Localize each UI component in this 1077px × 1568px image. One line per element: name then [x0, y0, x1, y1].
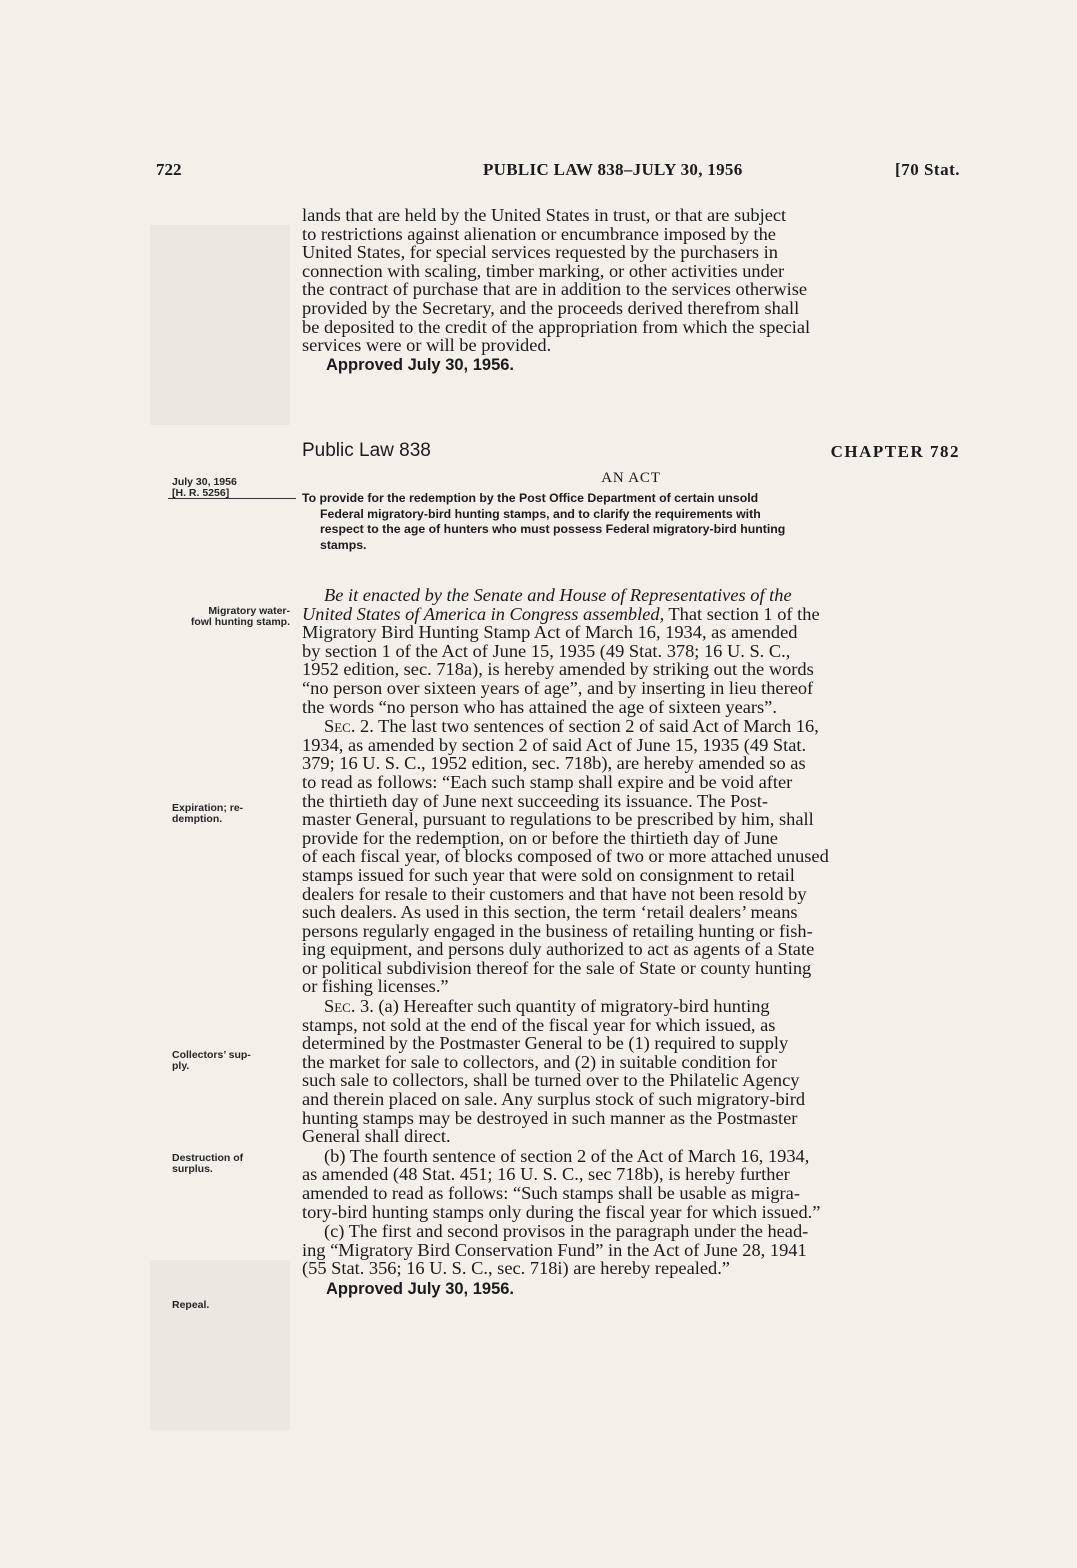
chapter-number: CHAPTER 782 [830, 442, 960, 461]
text-line: provided by the Secretary, and the proceeds derived therefrom shall [302, 297, 800, 318]
text-line: the thirtieth day of June next succeeding its issuance. The Post- [302, 790, 768, 811]
text-line: United States, for special services requested by the purchasers in [302, 242, 778, 263]
text-line: services were or will be provided. [302, 335, 552, 356]
text-line: master General, pursuant to regulations to be prescribed by him, shall [302, 809, 814, 830]
header-title: PUBLIC LAW 838–JULY 30, 1956 [483, 160, 743, 179]
law-heading [302, 440, 960, 466]
text-line: be deposited to the credit of the appropriation from which the special [302, 316, 811, 337]
text-line: to restrictions against alienation or encumbrance imposed by the [302, 223, 776, 244]
section-3c [302, 1222, 960, 1278]
text-line: ing “Migratory Bird Conservation Fund” in the Act of June 28, 1941 [302, 1239, 807, 1260]
text-line: (b) The fourth sentence of section 2 of the Act of March 16, 1934, [324, 1145, 810, 1166]
margin-rule [168, 498, 296, 499]
text-line: to read as follows: “Each such stamp shall expire and be void after [302, 771, 793, 792]
text-line: or political subdivision thereof for the sale of State or county hunting [302, 957, 812, 978]
page-number: 722 [156, 160, 182, 179]
approved-line-prior: Approved July 30, 1956. [326, 355, 515, 374]
text-line: by section 1 of the Act of June 15, 1935 (49 Stat. 378; 16 U. S. C., [302, 640, 791, 661]
section-1: Be it enacted by the Senate and House of Representatives of the United States of America in Congress assembled, That section 1 of the Migratory Bird Hunting Stamp Act of March 16, 1934, as amended by section 1 of the Act of June 15, 1935 (49 Stat. 378; 16 U. S. C., 1952 edition, sec. 718a), is hereby amended by striking out the words “no person over sixteen years of age”, and by inserting in lieu thereof the words “no person who has attained the age of sixteen years”. Sec. 2. The last two sentences of section 2 of said Act of March 16, 1934, as amended by section 2 of said Act of June 15, 1935 (49 Stat. 379; 16 U. S. C., 1952 edition, sec. 718b), are hereby amended so as to read as follows: “Each such stamp shall expire and be void after the thirtieth day of June next succeeding its issuance. The Post- master General, pursuant to regulations to be prescribed by him, shall provide for the redemption, on or before the thirtieth day of June of each fiscal year, of blocks composed of two or more attached unused stamps issued for such year that were sold on consignment to retail dealers for resale to their customers and that have not been resold by such dealers. As used in this section, the term ‘retail dealers’ means persons regularly engaged in the business of retailing hunting or fish- ing equipment, and persons duly authorized to act as agents of a State or political subdivision thereof for the sale of State or county hunting or fishing licenses.” Sec. 3. (a) Hereafter such quantity of migratory-bird hunting stamps, not sold at the end of the fiscal year for which issued, as determined by the Postmaster General to be (1) required to supply the market for sale to collectors, and (2) in suitable condition for such sale to collectors, shall be turned over to the Philatelic Agency and therein placed on sale. Any surplus stock of such migratory-bird hunting stamps may be destroyed in such manner as the Postmaster General shall direct. (b) The fourth sentence of section 2 of the Act of March 16, 1934, as amended (48 Stat. 451; 16 U. S. C., sec 718b), is hereby further amended to read as follows: “Such stamps shall be usable as migra- tory-bird hunting stamps only during the fiscal year for which issued.” (c) The first and second provisos in the paragraph under the head- ing “Migratory Bird Conservation Fund” in the Act of June 28, 1941 (55 Stat. 356; 16 U. S. C., sec. 718i) are hereby repealed.” Approved July 30, 1956. [302, 586, 960, 1299]
text-line: amended to read as follows: “Such stamps shall be usable as migra- [302, 1183, 800, 1203]
text-line: “no person over sixteen years of age”, and by inserting in lieu thereof [302, 677, 814, 698]
text-line: such dealers. As used in this section, the term ‘retail dealers’ means [302, 902, 798, 923]
text-line: stamps issued for such year that were sold on consignment to retail [302, 864, 795, 885]
enacting-clause-line1: Be it enacted by the Senate and House of Representatives of the [324, 585, 792, 605]
margin-note-destruction: Destruction of surplus. [172, 1152, 244, 1175]
text-line: 1952 edition, sec. 718a), is hereby amended by striking out the words [302, 659, 814, 680]
running-header [138, 160, 960, 184]
text-line: connection with scaling, timber marking, or other activities under [302, 260, 785, 281]
margin-note-collectors: Collectors’ sup- ply. [172, 1049, 251, 1072]
act-purpose: To provide for the redemption by the Post Office Department of certain unsold Federal migratory-bird hunting stamps, and to clarify the requirements with respect to the age of hunters who must possess Federal migratory-bird hunting stamps. [302, 491, 786, 552]
text-line: provide for the redemption, on or before the thirtieth day of June [302, 827, 778, 848]
section-3a: Sec. 3. (a) Hereafter such quantity of migratory-bird hunting stamps, not sold at the end of the fiscal year for which issued, as determined by the Postmaster General to be (1) required to supply the market for sale to collectors, and (2) in suitable condition for such sale to collectors, shall be turned over to the Philatelic Agency and therein placed on sale. Any surplus stock of such migratory-bird hunting stamps may be destroyed in such manner as the Postmaster General shall direct. [302, 997, 960, 1146]
law-number: Public Law 838 [302, 440, 431, 461]
text-line: the market for sale to collectors, and (2) in suitable condition for [302, 1051, 777, 1072]
act-heading: AN ACT [601, 470, 661, 486]
text-line: such sale to collectors, shall be turned over to the Philatelic Agency [302, 1070, 800, 1091]
text-line: of each fiscal year, of blocks composed of two or more attached unused [302, 846, 829, 867]
date-bill-note: July 30, 1956 [H. R. 5256] [172, 476, 237, 499]
text-line: as amended (48 Stat. 451; 16 U. S. C., sec 718b), is hereby further [302, 1164, 790, 1185]
continuation-paragraph [302, 206, 960, 375]
text-line: persons regularly engaged in the business of retailing hunting or fish- [302, 920, 813, 941]
text-line: determined by the Postmaster General to be (1) required to supply [302, 1033, 789, 1054]
text-line: (55 Stat. 356; 16 U. S. C., sec. 718i) are hereby repealed.” [302, 1258, 730, 1279]
bleed-through-area [150, 1260, 290, 1430]
margin-note-migratory: Migratory water- fowl hunting stamp. [190, 605, 290, 628]
approved-line: Approved July 30, 1956. [326, 1279, 515, 1298]
header-volume: [70 Stat. [895, 160, 960, 179]
text-line: dealers for resale to their customers and that have not been resold by [302, 883, 807, 904]
text-line: 1934, as amended by section 2 of said Act of June 15, 1935 (49 Stat. [302, 734, 807, 755]
margin-note-expiration: Expiration; re- demption. [172, 802, 244, 825]
text-line: or fishing licenses.” [302, 976, 449, 997]
text-line: the words “no person who has attained the age of sixteen years”. [302, 696, 777, 717]
margin-note-repeal: Repeal. [172, 1299, 210, 1311]
section-3b [302, 1147, 960, 1221]
bleed-through-area [150, 225, 290, 425]
text-line: ing equipment, and persons duly authorized to act as agents of a State [302, 939, 815, 960]
text-line: Migratory Bird Hunting Stamp Act of March 16, 1934, as amended [302, 622, 798, 643]
text-line: and therein placed on sale. Any surplus stock of such migratory-bird [302, 1089, 806, 1110]
text-line: 379; 16 U. S. C., 1952 edition, sec. 718b), are hereby amended so as [302, 753, 806, 774]
enacting-clause-line2: United States of America in Congress assembled, [302, 603, 665, 624]
text-line: General shall direct. [302, 1126, 451, 1147]
text-line: stamps, not sold at the end of the fiscal year for which issued, as [302, 1014, 776, 1035]
text-line: the contract of purchase that are in addition to the services otherwise [302, 279, 808, 300]
text-line: lands that are held by the United States in trust, or that are subject [302, 205, 787, 225]
text-line: hunting stamps may be destroyed in such manner as the Postmaster [302, 1107, 798, 1128]
text-line: tory-bird hunting stamps only during the fiscal year for which issued.” [302, 1201, 821, 1222]
text-line: (c) The first and second provisos in the paragraph under the head- [324, 1221, 809, 1242]
section-2: Sec. 2. The last two sentences of section 2 of said Act of March 16, 1934, as amended by section 2 of said Act of June 15, 1935 (49 Stat. 379; 16 U. S. C., 1952 edition, sec. 718b), are hereby amended so as to read as follows: “Each such stamp shall expire and be void after the thirtieth day of June next succeeding its issuance. The Post- master General, pursuant to regulations to be prescribed by him, shall provide for the redemption, on or before the thirtieth day of June of each fiscal year, of blocks composed of two or more attached unused stamps issued for such year that were sold on consignment to retail dealers for resale to their customers and that have not been resold by such dealers. As used in this section, the term ‘retail dealers’ means persons regularly engaged in the business of retailing hunting or fish- ing equipment, and persons duly authorized to act as agents of a State or political subdivision thereof for the sale of State or county hunting or fishing licenses.” [302, 717, 960, 996]
